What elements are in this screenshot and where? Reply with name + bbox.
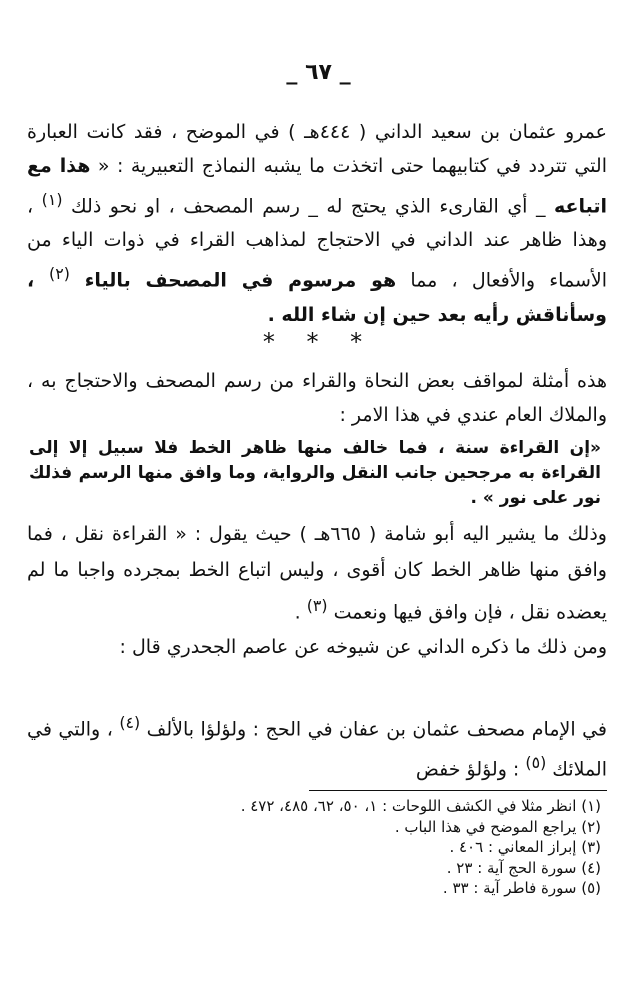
- footnote-2: (٢) يراجع الموضح في هذا الباب .: [394, 817, 601, 836]
- footnote-1: (١) انظر مثلا في الكشف اللوحات : ١، ٥٠، ٦٢، ٤٨٥، ٤٧٢ .: [240, 797, 601, 815]
- paragraph-examples: هذه أمثلة لمواقف بعض النحاة والقراء من رسم المصحف والاحتجاج به ، والملاك العام عندي في هذا الامر :: [27, 370, 607, 426]
- footnote-3: (٣) إبراز المعاني : ٤٠٦ .: [449, 838, 601, 856]
- paragraph-mushaf: [27, 706, 607, 787]
- text: عمرو عثمان بن سعيد الداني ( ٤٤٤هـ ) في الموضح ، فقد كانت العبارة التي تتردد في كتابيهما حتى اتخذت ما يشبه النماذج التعبيرية : «: [27, 121, 607, 177]
- text: : ولؤلؤ خفض: [415, 758, 526, 781]
- text: ، والتي في الملائك: [27, 718, 607, 781]
- footnote-ref-1[interactable]: (١): [41, 190, 63, 209]
- bold-phrase: ، وسأناقش رأيه بعد حين إن شاء الله .: [27, 269, 607, 326]
- paragraph-abu-shama: [27, 516, 607, 630]
- text: في الإمام مصحف عثمان بن عفان في الحج : ولؤلؤا بالألف: [140, 718, 608, 741]
- paragraph-dani: [27, 115, 607, 332]
- footnote-divider: [309, 790, 607, 791]
- page-number: _ ٦٧ _: [286, 60, 351, 85]
- text: وذلك ما يشير اليه أبو شامة ( ٦٦٥هـ ) حيث يقول : « القراءة نقل ، فما وافق منها ظاهر الخط كان أقوى ، وليس اتباع الخط بمجرده واجبا ما لم يعضده نقل ، فإن وافق فيها ونعمت: [27, 523, 607, 624]
- text: .: [294, 601, 307, 624]
- footnote-ref-2[interactable]: (٢): [49, 264, 70, 284]
- principle-quote: «إن القراءة سنة ، فما خالف منها ظاهر الخط فلا سبيل إلا إلى القراءة به مرجحين جانب النقل والرواية، وما وافق منها الرسم فذلك نور على نور » .: [29, 438, 601, 508]
- footnote-ref-3[interactable]: (٣): [306, 596, 328, 615]
- paragraph-jahdari: ومن ذلك ما ذكره الداني عن شيوخه عن عاصم الجحدري قال :: [119, 636, 607, 658]
- footnote-4: (٤) سورة الحج آية : ٢٣ .: [446, 858, 601, 877]
- text: ، وهذا ظاهر عند الداني في الاحتجاج لمذاهب القراء في ذوات الياء من الأسماء والأفعال ، مما: [27, 195, 607, 292]
- section-separator: * * *: [262, 328, 375, 356]
- footnote-5: (٥) سورة فاطر آية : ٣٣ .: [442, 879, 601, 897]
- bold-phrase: هو مرسوم في المصحف بالياء: [69, 269, 397, 292]
- text: _ أي القارىء الذي يحتج له _ رسم المصحف ، او نحو ذلك: [62, 195, 554, 218]
- footnote-ref-4[interactable]: (٤): [119, 713, 141, 732]
- footnote-ref-5[interactable]: (٥): [525, 753, 547, 773]
- footnotes: [41, 796, 601, 899]
- bold-phrase: هذا مع اتباعه: [27, 155, 608, 218]
